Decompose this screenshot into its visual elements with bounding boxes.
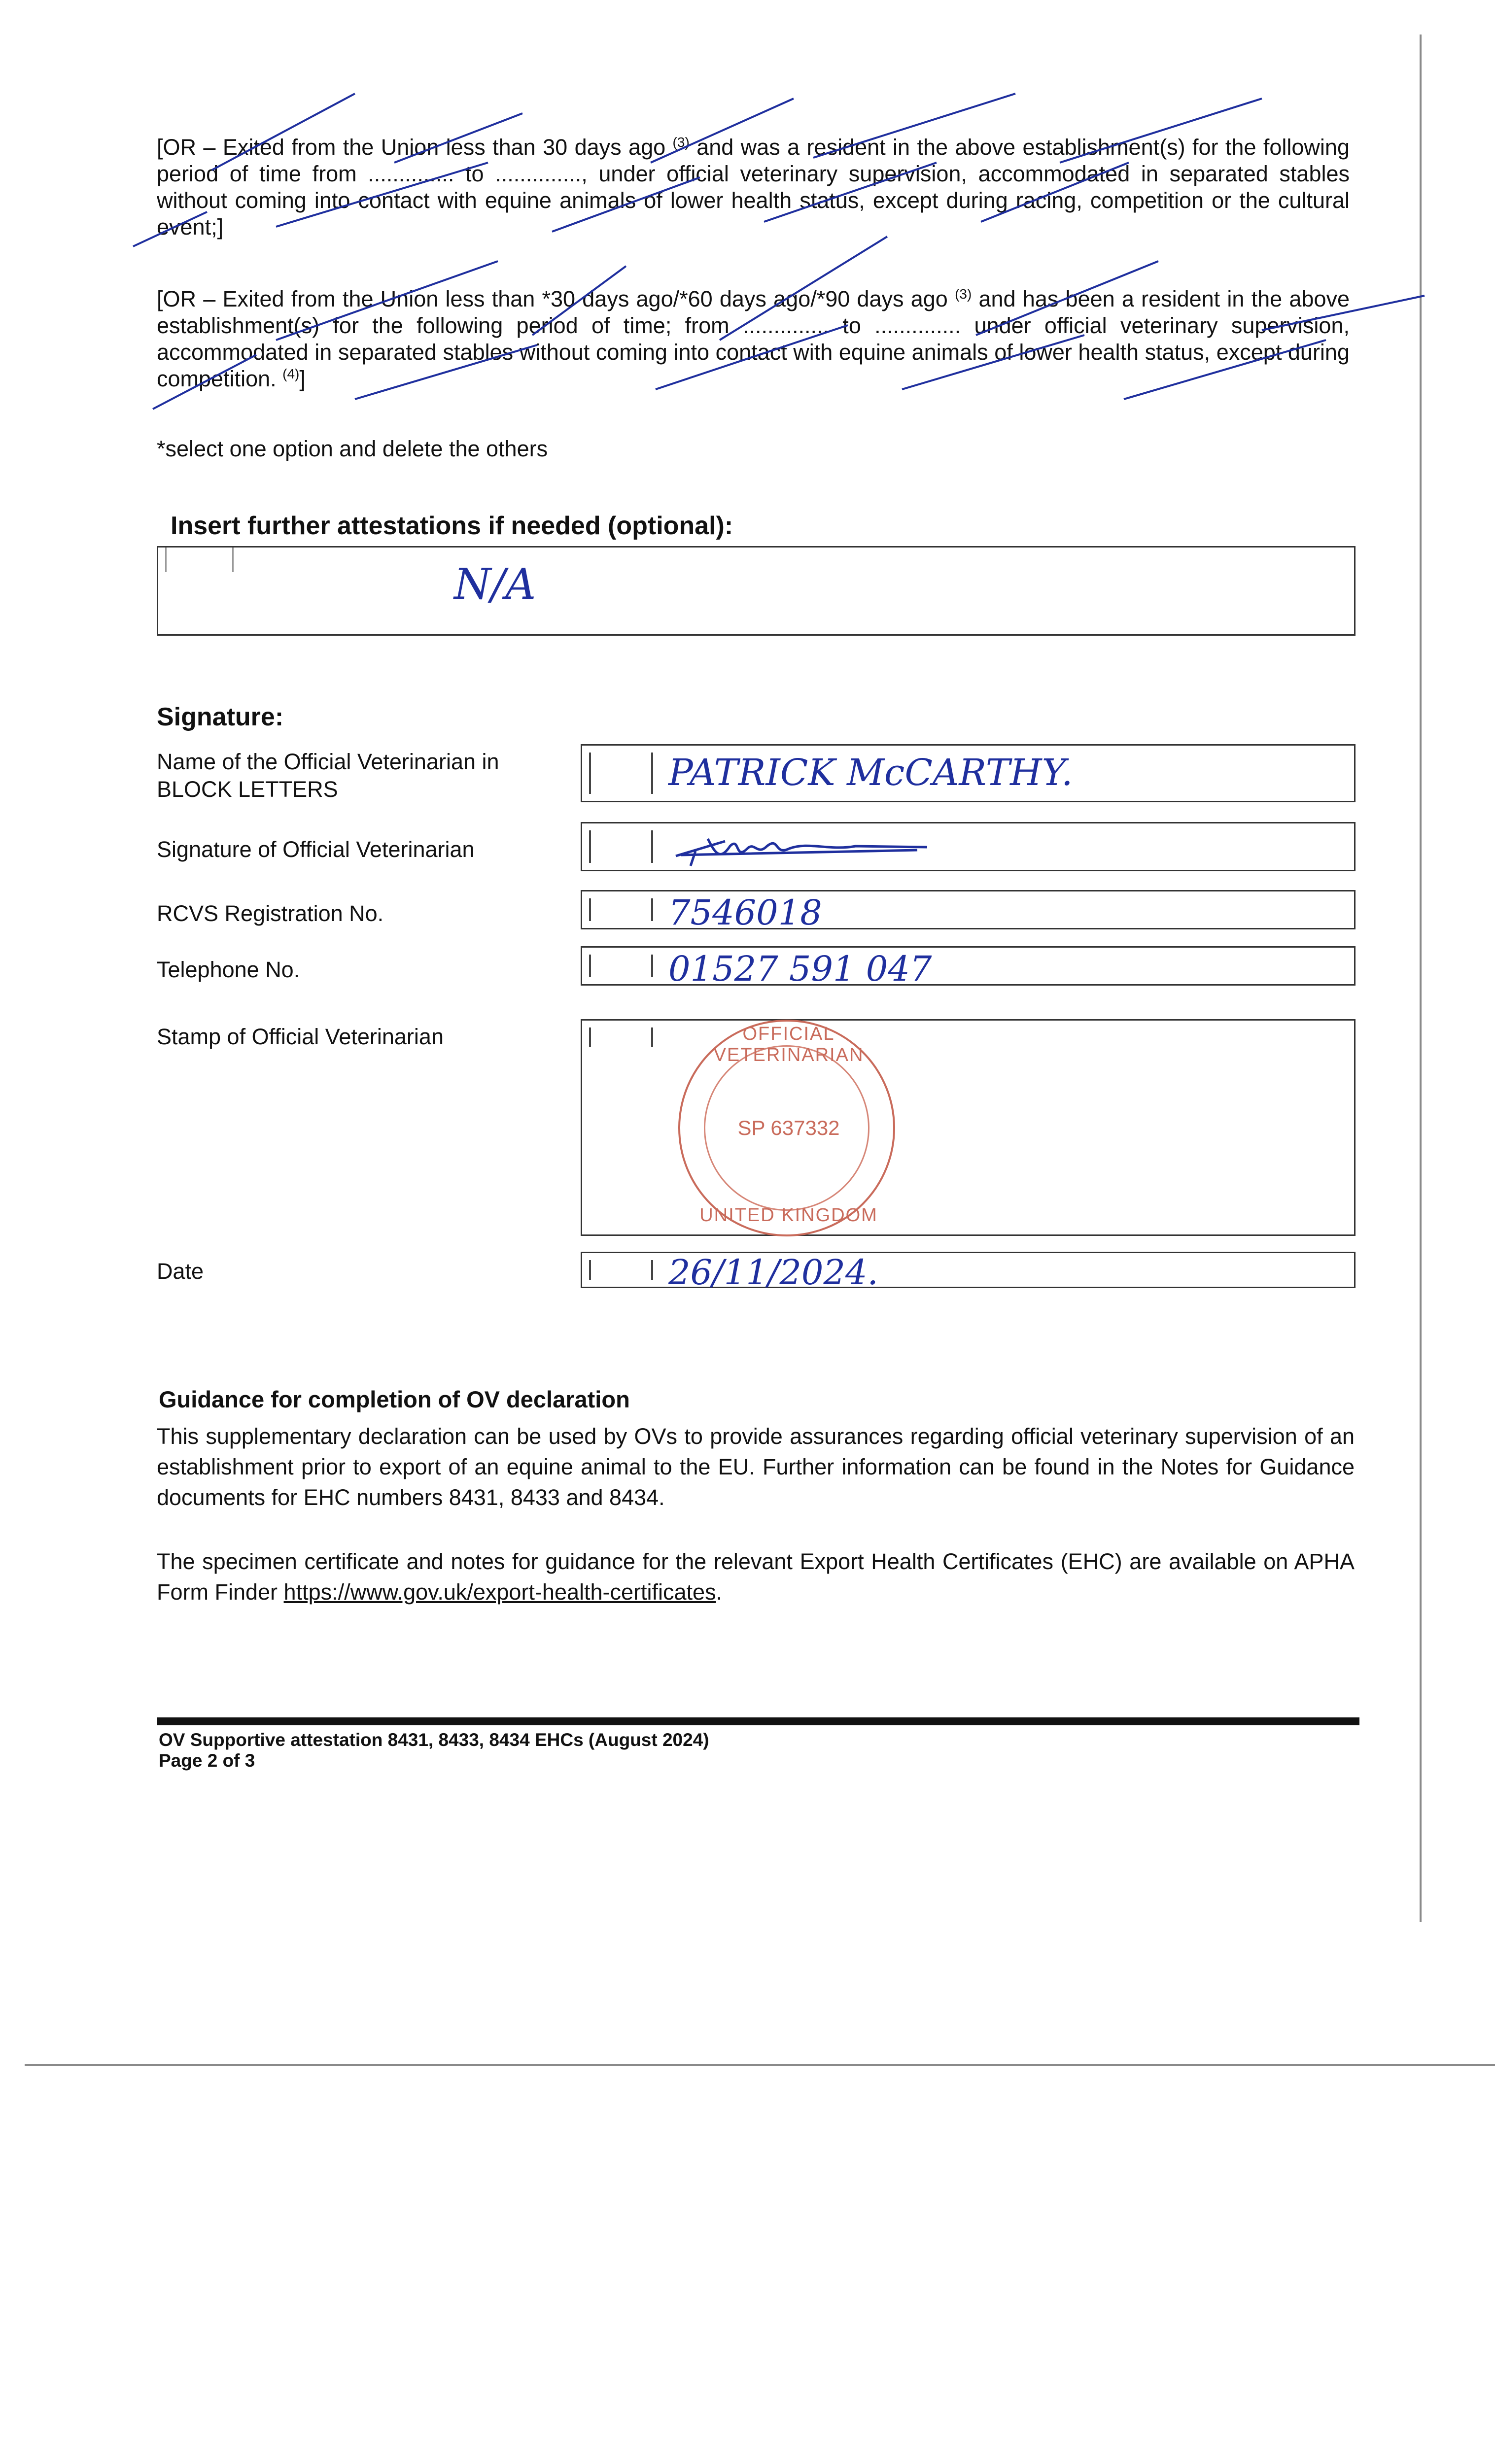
- stamp-top-text: OFFICIAL VETERINARIAN: [713, 1024, 864, 1065]
- field-tick: [651, 830, 653, 863]
- scan-edge-right: [1420, 34, 1422, 1922]
- telephone-field[interactable]: [581, 946, 1356, 989]
- box-tick: [232, 548, 234, 572]
- guidance-paragraph-2: The specimen certificate and notes for guidance for the relevant Export Health Certificates (EHC) are available on APHA Form Finder https://www.gov.uk/export-health-certificates.: [157, 1549, 1355, 1605]
- field-tick: [589, 1027, 591, 1047]
- signature-field[interactable]: [581, 822, 1356, 871]
- field-tick: [589, 955, 591, 977]
- select-option-note: *select one option and delete the others: [157, 436, 548, 461]
- field-tick: [589, 1260, 591, 1280]
- field-tick: [651, 1027, 653, 1047]
- rcvs-label: RCVS Registration No.: [157, 901, 384, 926]
- footnote-ref-3a: (3): [672, 135, 690, 150]
- box-tick: [165, 548, 167, 572]
- further-attestations-box[interactable]: [157, 546, 1356, 636]
- date-label: Date: [157, 1259, 204, 1284]
- option-b-paragraph: [OR – Exited from the Union less than *30 days ago/*60 days ago/*90 days ago $^{(3)}$ and has been a resident in the above establishment(s) for the following period of time; from .............. to .............. under official veterinary supervision, accommodated in separated stables without coming into contact with equine animals of lower health status, except during competition. $^{(4)}$]: [157, 286, 1350, 391]
- footnote-ref-3b: (3): [955, 286, 972, 302]
- option-a-paragraph: [OR – Exited from the Union less than 30 days ago $^{(3)}$ and was a resident in the above establishment(s) for the following period of time from .............. to .............., under official veterinary supervision, accommodated in separated stables without coming into contact with equine animals of lower health status, except during racing, competition or the cultural event;]: [157, 135, 1350, 240]
- footer-form-id: OV Supportive attestation 8431, 8433, 8434 EHCs (August 2024): [159, 1730, 709, 1750]
- signature-label: Signature of Official Veterinarian: [157, 837, 475, 862]
- stamp-field[interactable]: [581, 1019, 1356, 1236]
- official-stamp: [678, 1020, 895, 1236]
- rcvs-field[interactable]: [581, 890, 1356, 933]
- field-tick: [651, 753, 653, 794]
- signature-title: Signature:: [157, 703, 284, 731]
- date-value: 26/11/2024.: [668, 1252, 878, 1293]
- field-tick: [589, 753, 591, 794]
- footer-rule: [157, 1717, 1359, 1725]
- telephone-value: 01527 591 047: [668, 949, 932, 989]
- date-field[interactable]: [581, 1252, 1356, 1293]
- name-label: Name of the Official Veterinarian in BLOCK LETTERS: [157, 749, 499, 802]
- rcvs-value: 7546018: [668, 892, 822, 933]
- footnote-ref-4: (4): [282, 366, 300, 381]
- guidance-title: Guidance for completion of OV declaration: [159, 1386, 630, 1412]
- field-tick: [589, 898, 591, 921]
- export-health-certificates-link[interactable]: https://www.gov.uk/export-health-certificates: [283, 1579, 716, 1605]
- handwritten-signature: [661, 826, 937, 871]
- further-attestations-heading: Insert further attestations if needed (optional):: [171, 512, 733, 540]
- stamp-code: SP 637332: [737, 1116, 840, 1139]
- field-tick: [589, 830, 591, 863]
- footer-page-number: Page 2 of 3: [159, 1750, 255, 1771]
- name-value: PATRICK McCARTHY.: [668, 752, 1073, 794]
- stamp-label: Stamp of Official Veterinarian: [157, 1024, 444, 1049]
- telephone-label: Telephone No.: [157, 957, 300, 982]
- guidance-paragraph-1: This supplementary declaration can be used by OVs to provide assurances regarding official veterinary supervision of an establishment prior to export of an equine animal to the EU. Further information can be found in the Notes for Guidance documents for EHC numbers 8431, 8433 and 8434.: [157, 1424, 1355, 1510]
- stamp-bottom-text: UNITED KINGDOM: [699, 1205, 878, 1226]
- name-field[interactable]: [581, 744, 1356, 802]
- further-attestations-value: N/A: [454, 560, 536, 609]
- field-tick: [651, 898, 653, 921]
- field-tick: [651, 1260, 653, 1280]
- field-tick: [651, 955, 653, 977]
- scan-edge-bottom: [25, 2064, 1495, 2066]
